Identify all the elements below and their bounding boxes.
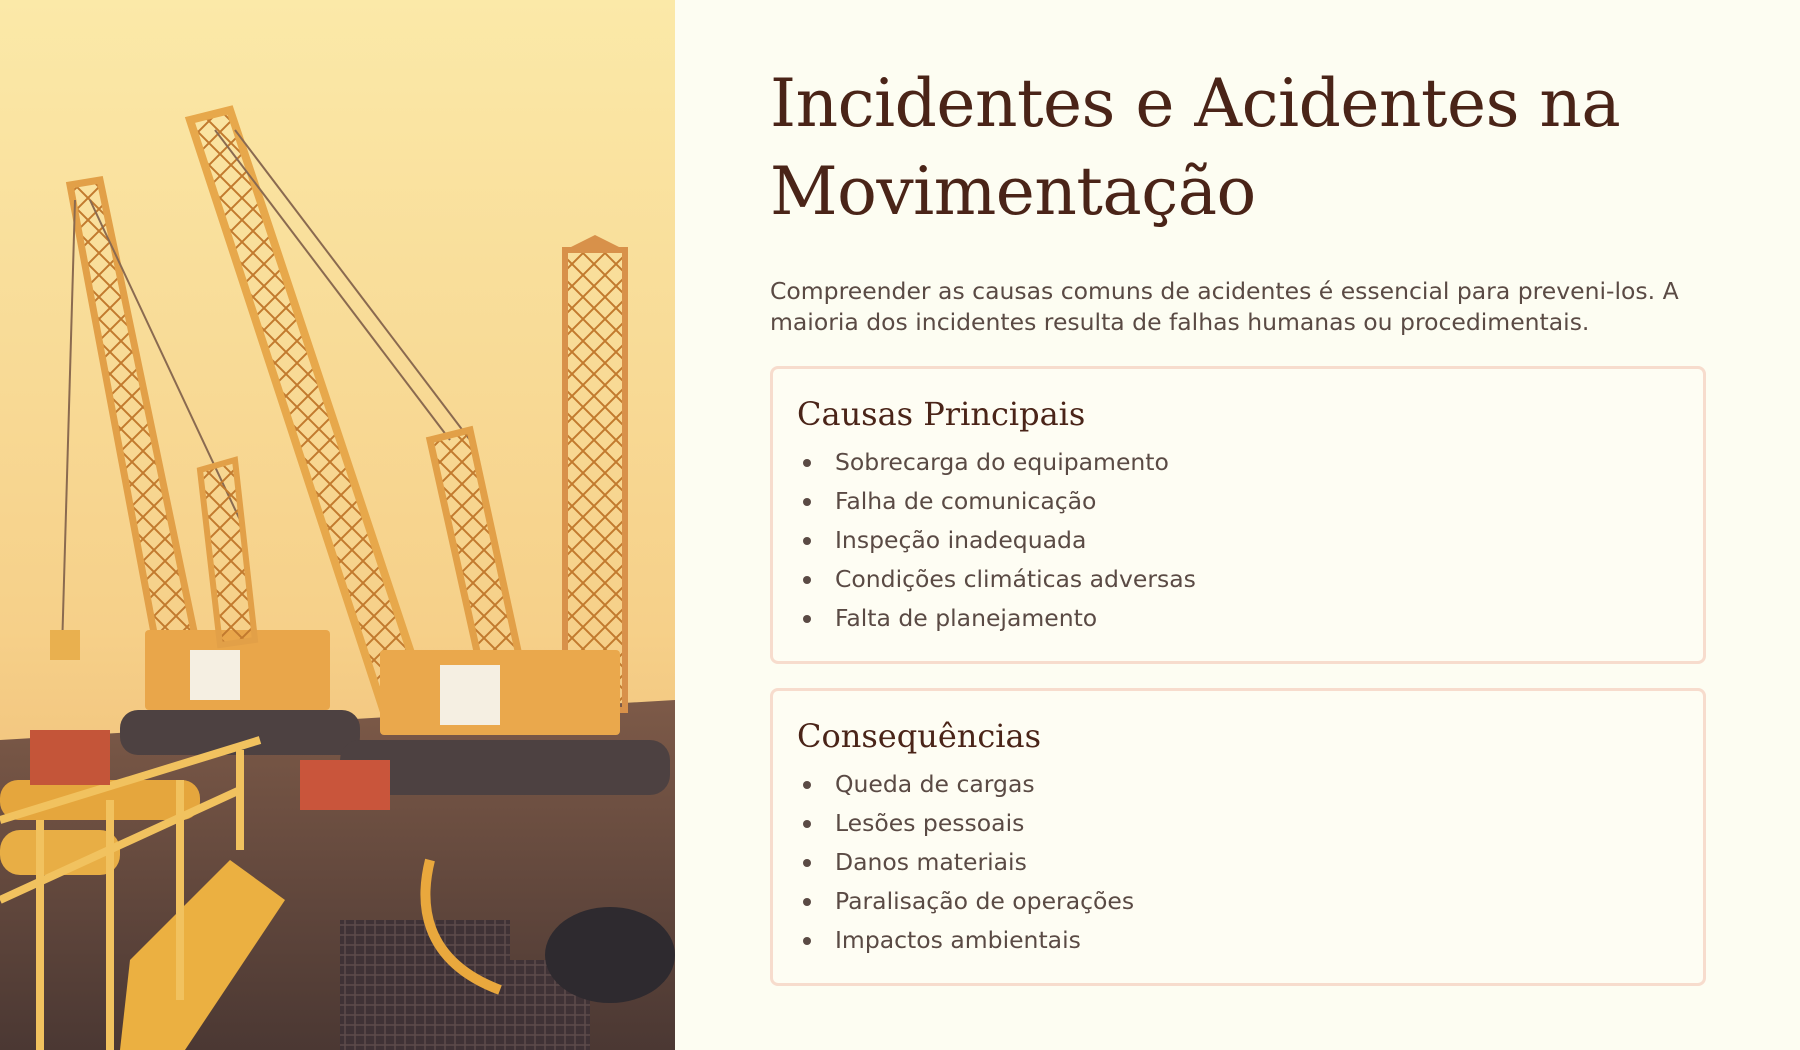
- bullet-icon: [803, 498, 811, 506]
- bullet-icon: [803, 576, 811, 584]
- list-item: Inspeção inadequada: [797, 521, 1679, 560]
- bullet-icon: [803, 937, 811, 945]
- bullet-icon: [803, 859, 811, 867]
- list-item: Impactos ambientais: [797, 921, 1679, 960]
- causes-list: [797, 443, 1679, 638]
- slide-title: Incidentes e Acidentes na Movimentação: [770, 65, 1621, 230]
- list-item: Falta de planejamento: [797, 599, 1679, 638]
- bullet-icon: [803, 615, 811, 623]
- slide-intro: Compreender as causas comuns de acidentes é essencial para preveni-los. A maioria dos incidentes resulta de falhas humanas ou procedimentais.: [770, 277, 1679, 336]
- causes-card: [770, 366, 1706, 664]
- consequences-card-title: Consequências: [797, 717, 1042, 755]
- bullet-icon: [803, 459, 811, 467]
- consequences-list: [797, 765, 1679, 960]
- list-item: Danos materiais: [797, 843, 1679, 882]
- list-item: Condições climáticas adversas: [797, 560, 1679, 599]
- bullet-icon: [803, 781, 811, 789]
- bullet-icon: [803, 898, 811, 906]
- list-item: Lesões pessoais: [797, 804, 1679, 843]
- causes-card-title: Causas Principais: [797, 395, 1086, 433]
- list-item: Falha de comunicação: [797, 482, 1679, 521]
- bullet-icon: [803, 820, 811, 828]
- list-item: Queda de cargas: [797, 765, 1679, 804]
- slide-content: [770, 60, 1706, 986]
- list-item: Sobrecarga do equipamento: [797, 443, 1679, 482]
- list-item: Paralisação de operações: [797, 882, 1679, 921]
- consequences-card: [770, 688, 1706, 986]
- crane-photo: [0, 0, 675, 1050]
- bullet-icon: [803, 537, 811, 545]
